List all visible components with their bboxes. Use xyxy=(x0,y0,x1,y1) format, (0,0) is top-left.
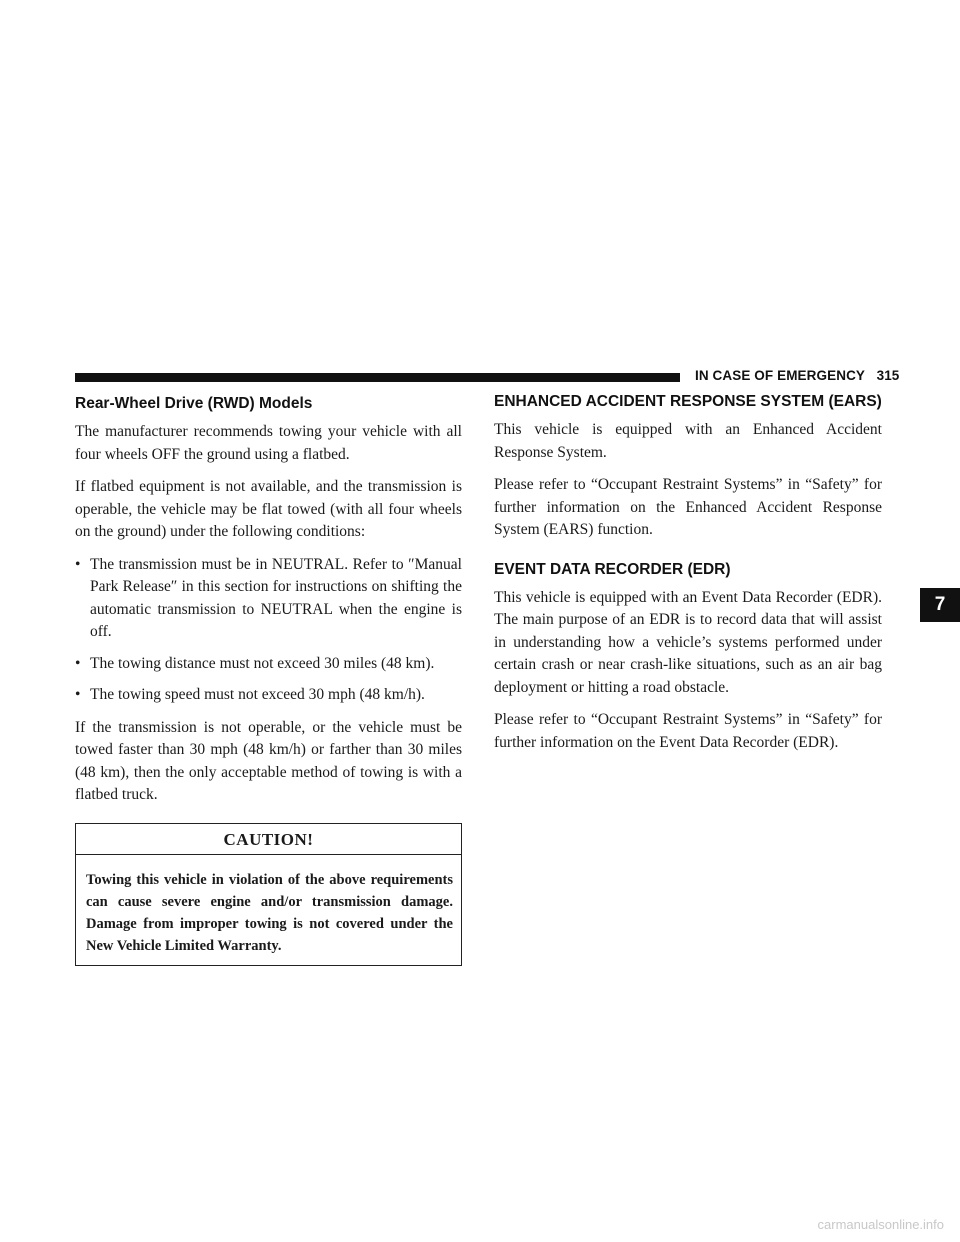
edr-heading: EVENT DATA RECORDER (EDR) xyxy=(494,560,731,578)
rwd-paragraph-1: The manufacturer recommends towing your vehicle with all four wheels OFF the ground using a flatbed. xyxy=(75,423,462,463)
list-item-text: The towing speed must not exceed 30 mph (48 km/h). xyxy=(90,686,425,703)
edr-paragraph-2: Please refer to “Occupant Restraint Systems” in “Safety” for further information on the Event Data Recorder (EDR). xyxy=(494,711,882,751)
list-item xyxy=(75,684,462,707)
towing-conditions-list xyxy=(75,554,462,707)
list-item xyxy=(75,653,462,676)
header-rule xyxy=(75,373,680,382)
watermark: carmanualsonline.info xyxy=(817,1217,944,1232)
list-item xyxy=(75,554,462,644)
bullet-glyph: • xyxy=(75,555,81,573)
rwd-paragraph-2: If flatbed equipment is not available, and the transmission is operable, the vehicle may be flat towed (with all four wheels on the ground) under the following conditions: xyxy=(75,478,462,540)
ears-heading: ENHANCED ACCIDENT RESPONSE SYSTEM (EARS) xyxy=(494,393,882,410)
right-column xyxy=(494,392,882,764)
left-column xyxy=(75,392,462,966)
list-item-text: The transmission must be in NEUTRAL. Refer to ″Manual Park Release″ in this section for instructions on shifting the automatic transmission to NEUTRAL when the engine is off. xyxy=(90,555,462,640)
rwd-paragraph-3: If the transmission is not operable, or the vehicle must be towed faster than 30 mph (48 km/h) or farther than 30 miles (48 km), then the only acceptable method of towing is with a flatbed truck. xyxy=(75,718,462,803)
edr-paragraph-1: This vehicle is equipped with an Event Data Recorder (EDR). The main purpose of an EDR is to record data that will assist in understanding how a vehicle’s systems performed under certain crash or near crash-like situations, such as an air bag deployment or hitting a road obstacle. xyxy=(494,588,882,696)
caution-text: Towing this vehicle in violation of the above requirements can cause severe engine and/or transmission damage. Damage from improper towing is not covered under the New Vehicle Limited Warranty. xyxy=(86,871,453,954)
caution-box xyxy=(75,823,462,966)
header-page-number: 315 xyxy=(876,368,900,383)
header-text xyxy=(695,368,899,383)
header-section-title: IN CASE OF EMERGENCY xyxy=(695,368,866,383)
ears-paragraph-1: This vehicle is equipped with an Enhanced Accident Response System. xyxy=(494,421,882,461)
running-header xyxy=(75,368,960,386)
caution-title: CAUTION! xyxy=(76,824,461,855)
ears-paragraph-2: Please refer to “Occupant Restraint Systems” in “Safety” for further information on the Enhanced Accident Response System (EARS) function. xyxy=(494,476,882,538)
chapter-tab: 7 xyxy=(920,588,960,622)
list-item-text: The towing distance must not exceed 30 miles (48 km). xyxy=(90,654,435,672)
rwd-heading: Rear-Wheel Drive (RWD) Models xyxy=(75,395,313,412)
bullet-glyph: • xyxy=(75,686,81,703)
bullet-glyph: • xyxy=(75,654,81,672)
